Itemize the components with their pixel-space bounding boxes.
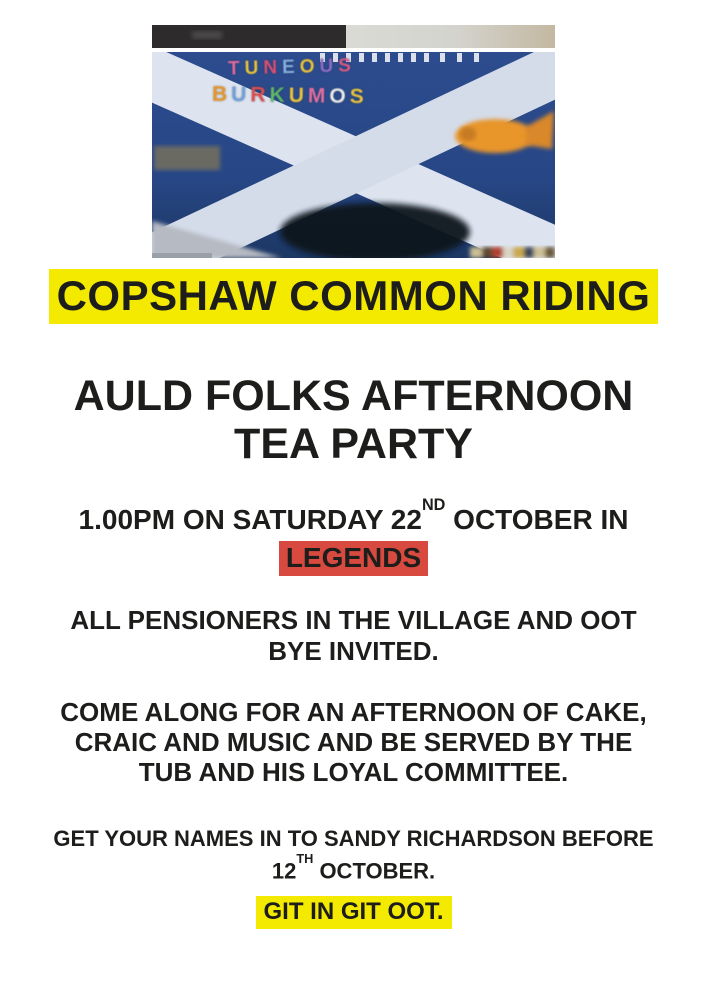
- come-along-line1: COME ALONG FOR AN AFTERNOON OF CAKE,: [60, 697, 647, 727]
- magnet-letter: O: [299, 56, 320, 78]
- pensioners-line1: ALL PENSIONERS IN THE VILLAGE AND OOT: [70, 605, 637, 635]
- heading-line1: AULD FOLKS AFTERNOON: [73, 372, 634, 420]
- magnet-letters-row2: [212, 83, 368, 110]
- grey-label-patch: [154, 146, 220, 170]
- flyer-title: COPSHAW COMMON RIDING: [49, 269, 659, 324]
- names-paragraph: [0, 825, 707, 884]
- magnet-letter: M: [307, 84, 330, 108]
- names-line2-after: OCTOBER.: [313, 858, 436, 884]
- shelf-highlight: [192, 31, 222, 39]
- saltire-flag-photo: [152, 25, 555, 258]
- come-along-paragraph: [0, 697, 707, 787]
- come-along-line3: TUB AND HIS LOYAL COMMITTEE.: [138, 757, 569, 787]
- names-ordinal: TH: [296, 851, 314, 867]
- magnet-letter: S: [337, 55, 357, 77]
- magnet-letter: T: [227, 58, 245, 80]
- when-text-before: 1.00PM ON SATURDAY 22: [78, 504, 422, 535]
- venue-name: LEGENDS: [279, 541, 428, 576]
- pensioners-line2: BYE INVITED.: [268, 636, 439, 666]
- footer-row: [0, 896, 707, 929]
- magnet-letter: K: [269, 83, 289, 107]
- bottom-right-strip: [470, 247, 555, 258]
- magnet-letter: U: [288, 83, 309, 108]
- names-line1: GET YOUR NAMES IN TO SANDY RICHARDSON BEFORE: [53, 826, 654, 851]
- pensioners-paragraph: [0, 605, 707, 667]
- names-line2: [0, 852, 707, 884]
- magnet-letters-row1: [228, 55, 357, 80]
- magnet-letter: S: [349, 85, 368, 109]
- main-heading: [0, 372, 707, 468]
- title-row: [0, 269, 707, 324]
- when-ordinal: ND: [421, 496, 446, 515]
- heading-line2: TEA PARTY: [234, 420, 473, 468]
- when-text-after: OCTOBER IN: [445, 504, 629, 535]
- magnet-letter: O: [329, 84, 350, 109]
- come-along-line2: CRAIC AND MUSIC AND BE SERVED BY THE: [74, 727, 633, 757]
- magnet-letter: U: [244, 57, 264, 80]
- magnet-letter: N: [263, 57, 283, 79]
- grey-bottom-strip: [152, 253, 212, 258]
- magnet-letter: E: [281, 56, 301, 79]
- magnet-letter: U: [230, 82, 251, 107]
- venue-line: [0, 541, 707, 576]
- magnet-letter: U: [319, 55, 339, 78]
- footer-slogan: GIT IN GIT OOT.: [256, 896, 452, 929]
- magnet-letter: B: [211, 82, 232, 106]
- when-line: [0, 496, 707, 536]
- names-line2-before: 12: [271, 858, 297, 884]
- shelf-strip-dark: [152, 25, 346, 48]
- magnet-letter: R: [250, 83, 270, 107]
